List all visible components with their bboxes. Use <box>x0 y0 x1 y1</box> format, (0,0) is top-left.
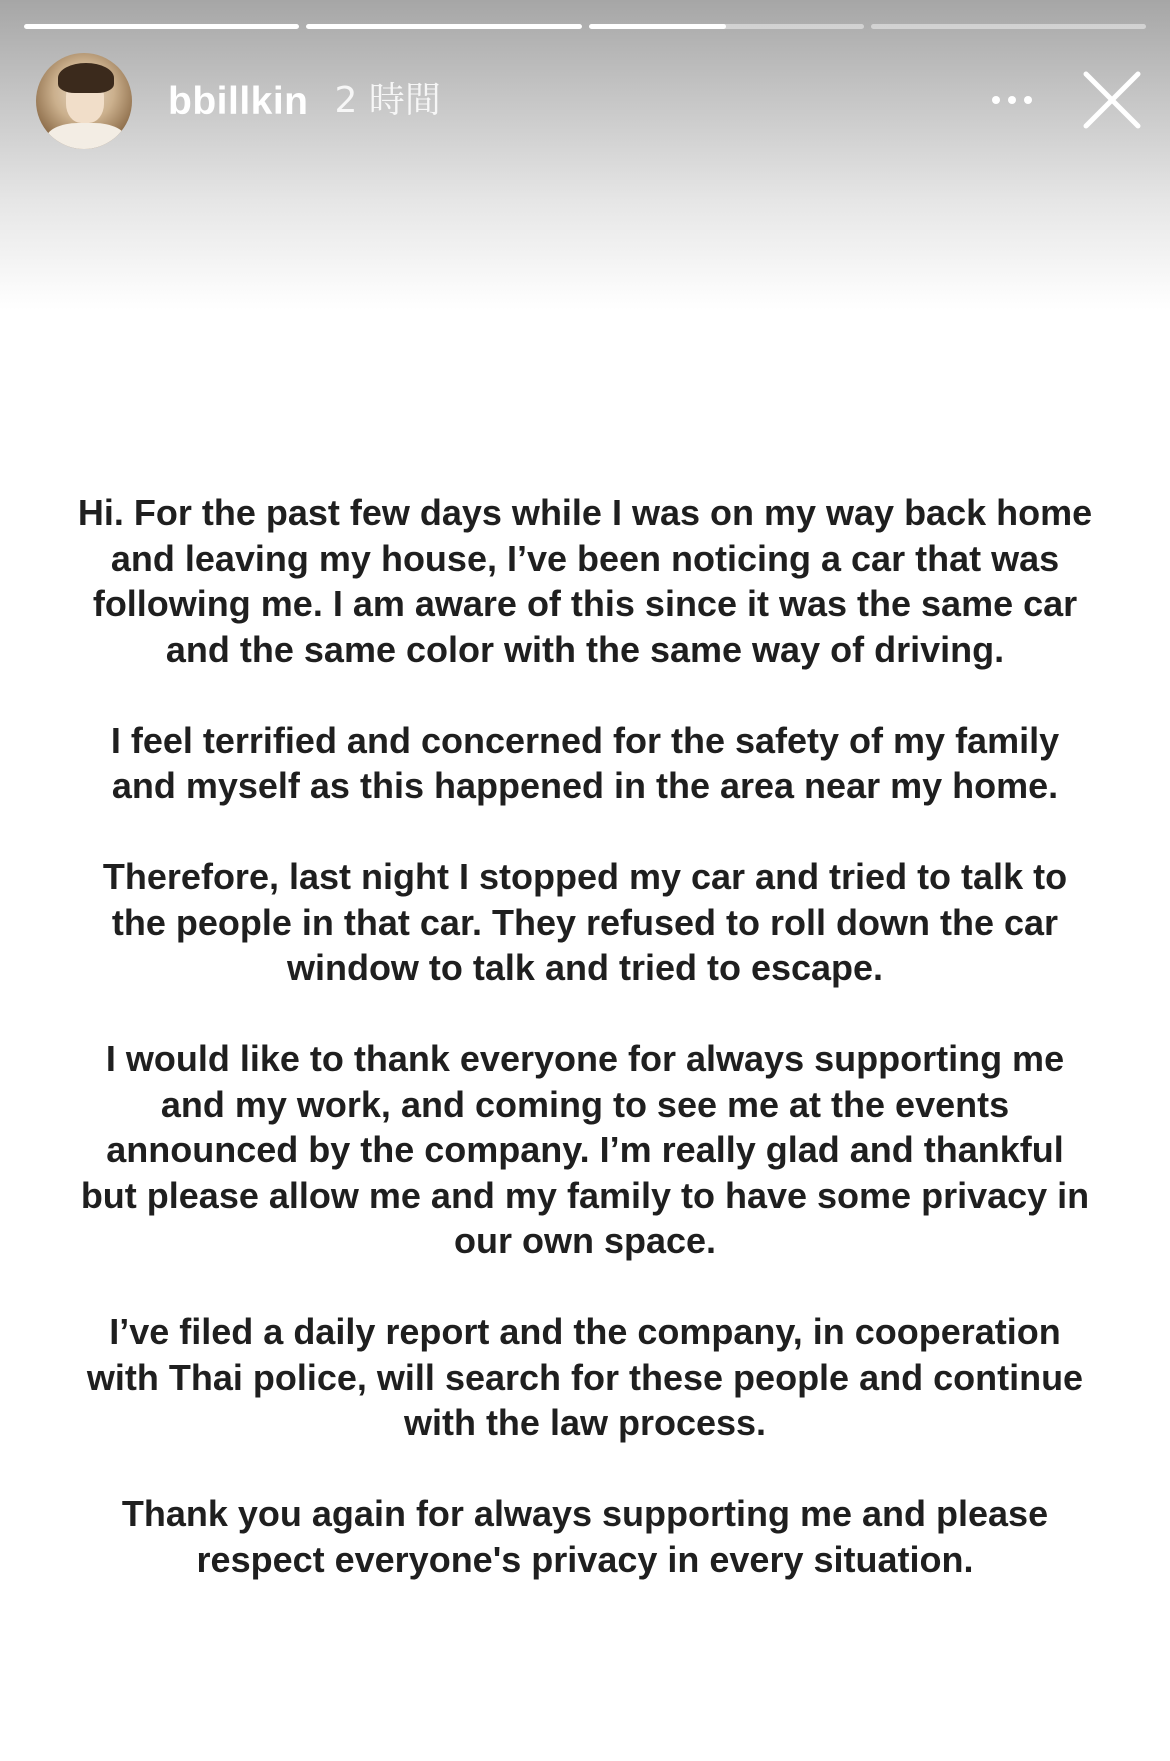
more-horizontal-icon-dot <box>1024 96 1032 104</box>
message-paragraph: Hi. For the past few days while I was on my way back home and leaving my house, I’ve been noticing a car that was following me. I am aware of this since it was the same car and the same color with the same way of driving. <box>77 492 1093 670</box>
progress-fill <box>589 24 727 29</box>
progress-fill <box>24 24 299 29</box>
story-header <box>36 52 1136 150</box>
close-icon <box>1076 64 1148 136</box>
story-message <box>60 490 1110 1628</box>
username[interactable]: bbillkin <box>168 79 309 123</box>
progress-segment <box>306 24 581 29</box>
message-paragraph: Thank you again for always supporting me and please respect everyone's privacy in every situation. <box>121 1493 1049 1580</box>
message-paragraph: I’ve filed a daily report and the company, in cooperation with Thai police, will search for these people and continue with the law process. <box>86 1311 1084 1443</box>
message-paragraph: I would like to thank everyone for always supporting me and my work, and coming to see me at the events announced by the company. I’m really glad and thankful but please allow me and my family to have some privacy in our own space. <box>80 1038 1090 1261</box>
progress-segment <box>871 24 1146 29</box>
more-options-button[interactable] <box>966 82 1058 118</box>
timestamp: 2 時間 <box>334 80 441 121</box>
more-horizontal-icon-dot <box>1008 96 1016 104</box>
header-gradient <box>0 0 1170 310</box>
story-progress-bar <box>24 24 1146 29</box>
avatar[interactable] <box>36 53 132 149</box>
progress-segment <box>589 24 864 29</box>
more-horizontal-icon <box>992 96 1000 104</box>
message-paragraph: Therefore, last night I stopped my car and tried to talk to the people in that car. They refused to roll down the car window to talk and tried to escape. <box>102 856 1068 988</box>
close-button[interactable] <box>1076 64 1148 136</box>
progress-fill <box>306 24 581 29</box>
message-paragraph: I feel terrified and concerned for the safety of my family and myself as this happened in the area near my home. <box>110 719 1060 806</box>
avatar-hair <box>58 63 114 93</box>
progress-segment <box>24 24 299 29</box>
avatar-shirt <box>46 123 126 149</box>
